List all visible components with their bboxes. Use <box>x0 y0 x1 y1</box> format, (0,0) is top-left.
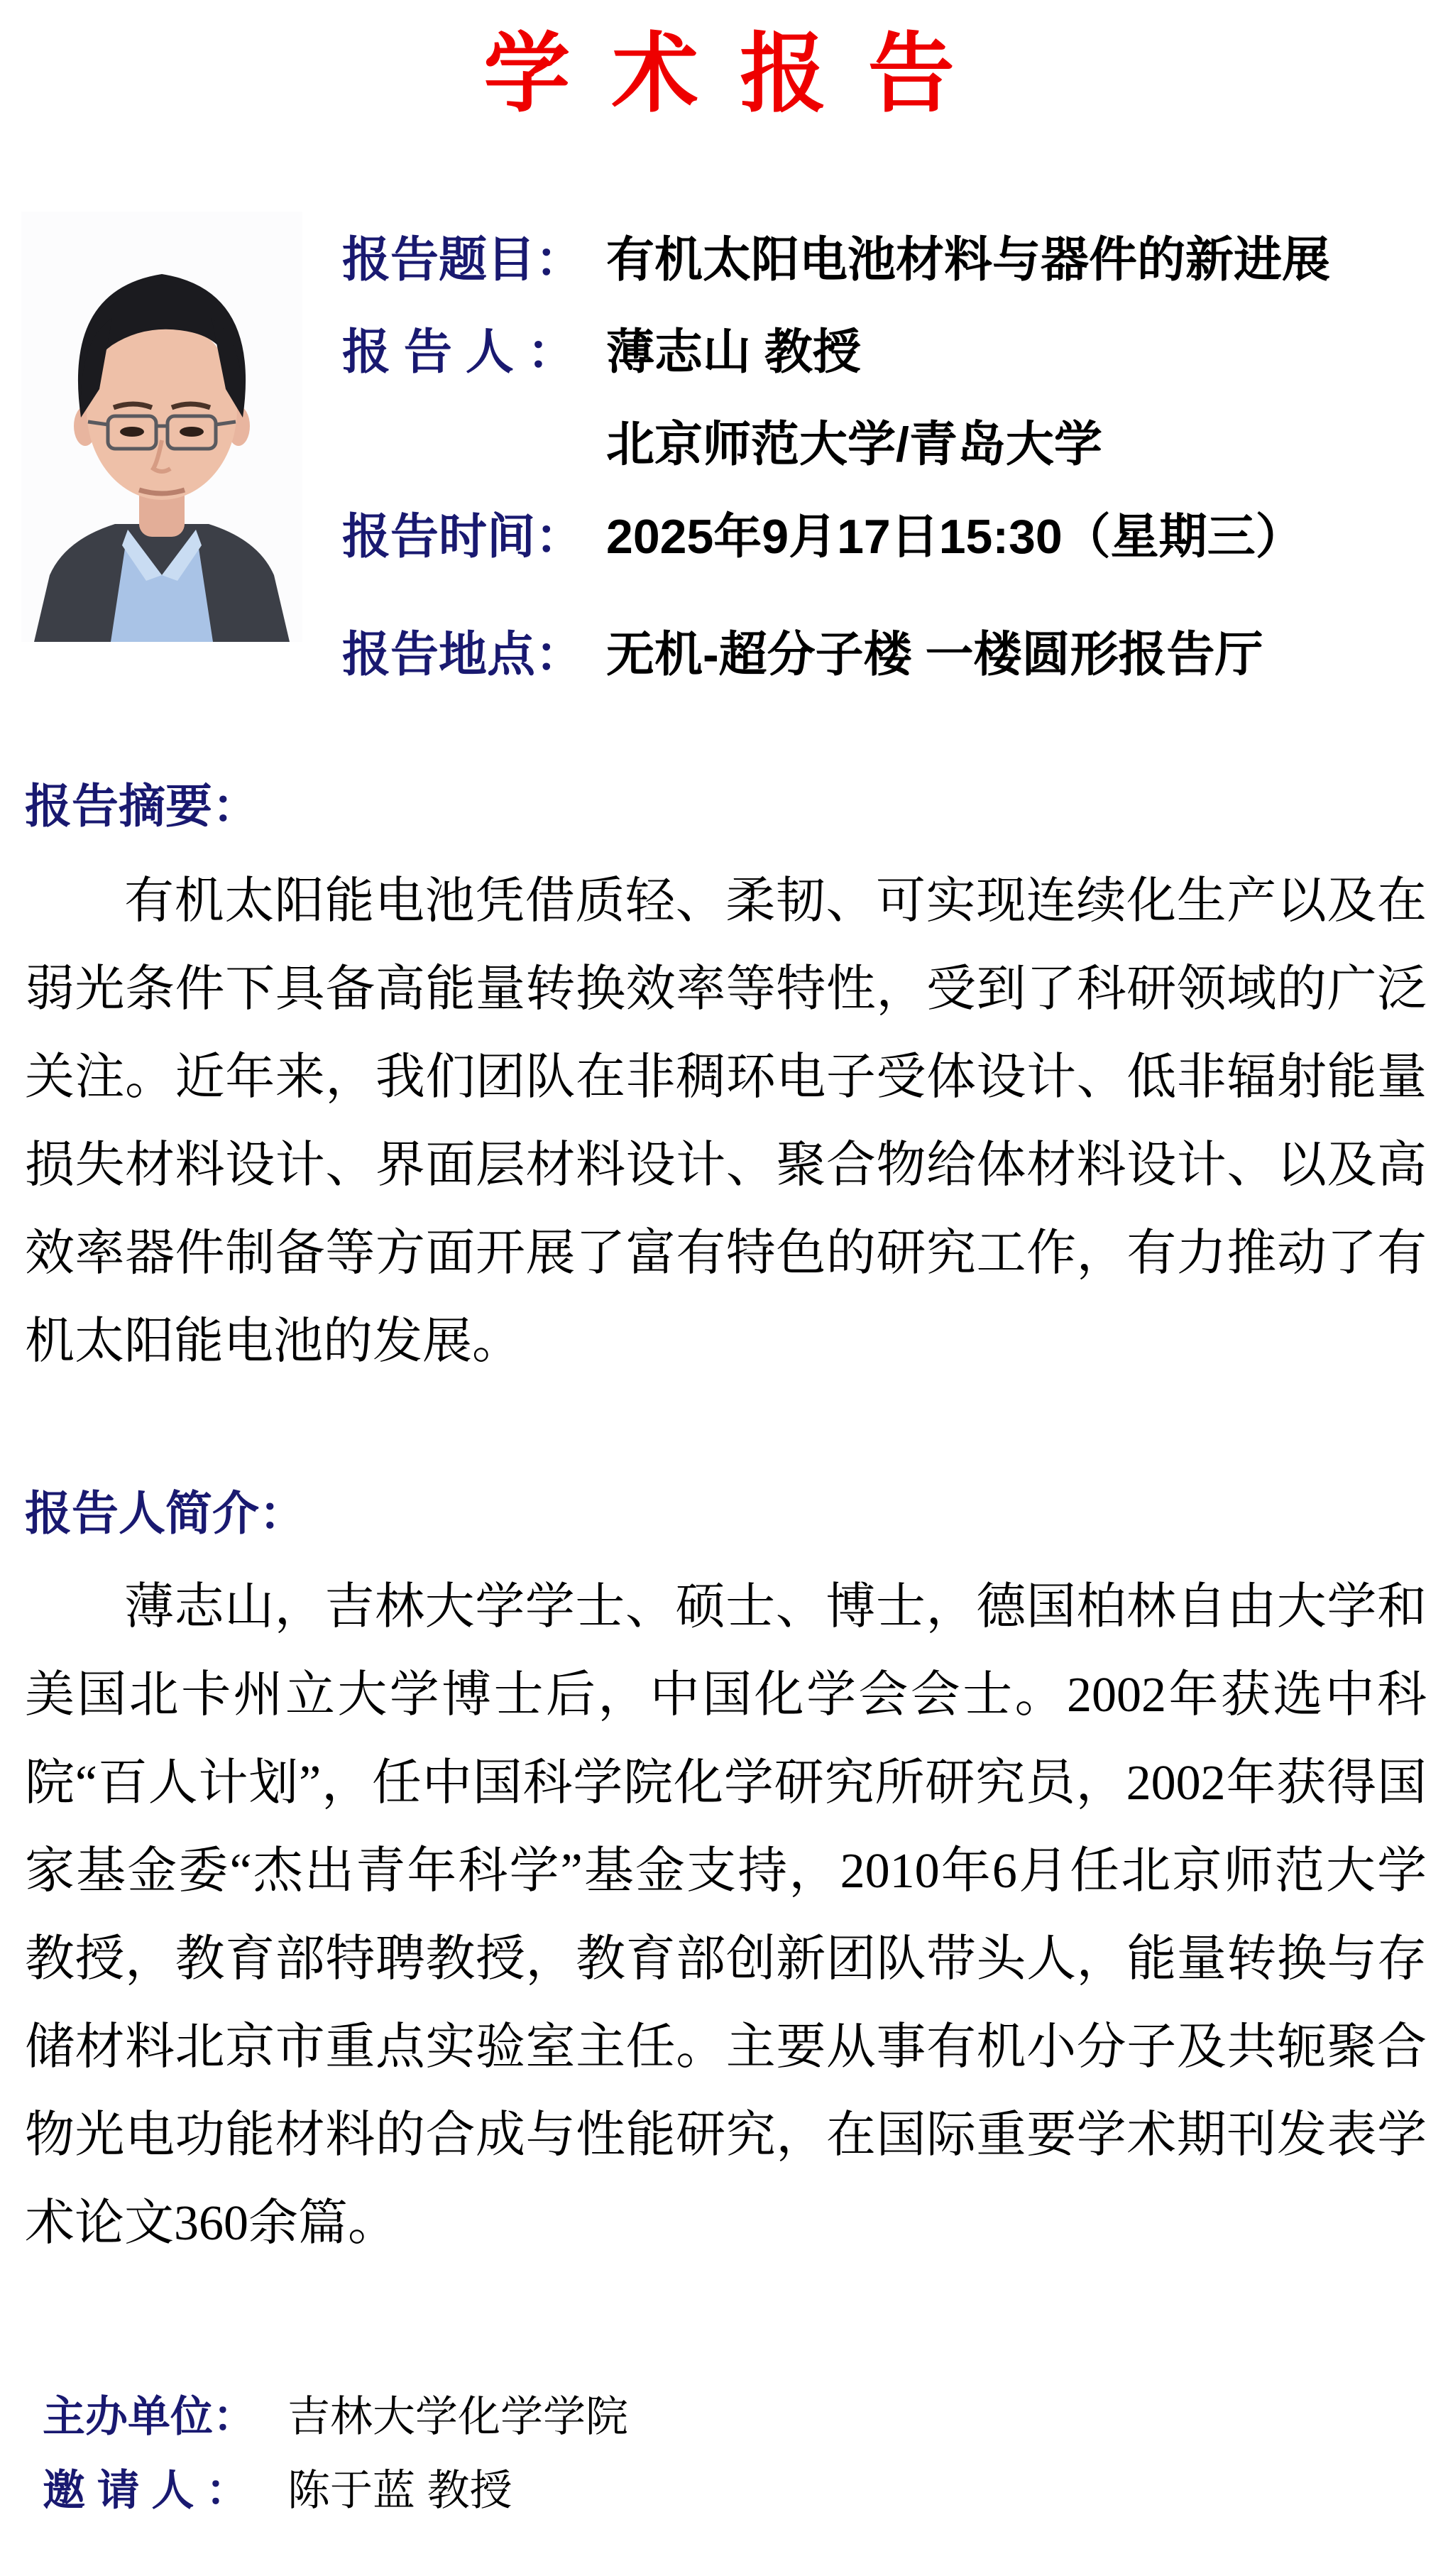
location-value: 无机-超分子楼 一楼圆形报告厅 <box>606 628 1263 682</box>
footer <box>43 2383 1391 2531</box>
talk-info <box>342 222 1435 709</box>
time-label: 报告时间： <box>342 510 584 564</box>
info-row-topic <box>342 222 1435 314</box>
bio-paragraph: 薄志山，吉林大学学士、硕士、博士，德国柏林自由大学和美国北卡州立大学博士后，中国化学会会士。2002年获选中科院“百人计划”，任中国科学院化学研究所研究员，2002年获得国家基金委“杰出青年科学”基金支持，2010年6月任北京师范大学教授，教育部特聘教授，教育部创新团队带头人，能量转换与存储材料北京市重点实验室主任。主要从事有机小分子及共轭聚合物光电功能材料的合成与性能研究，在国际重要学术期刊发表学术论文360余篇。 <box>25 1580 1427 2251</box>
info-row-location <box>342 616 1435 709</box>
affiliation-value: 北京师范大学/青岛大学 <box>606 417 1102 471</box>
location-label: 报告地点： <box>342 628 584 682</box>
info-row-time <box>342 498 1435 591</box>
topic-label: 报告题目： <box>342 233 584 287</box>
bio-heading: 报告人简介： <box>25 1488 306 1540</box>
page-title: 学 术 报 告 <box>483 27 965 123</box>
speaker-photo <box>21 212 302 642</box>
info-row-affiliation <box>342 406 1435 498</box>
speaker-value: 薄志山 教授 <box>606 325 861 379</box>
time-value: 2025年9月17日15:30（星期三） <box>606 510 1304 564</box>
abstract-paragraph: 有机太阳能电池凭借质轻、柔韧、可实现连续化生产以及在弱光条件下具备高能量转换效率等特性，受到了科研领域的广泛关注。近年来，我们团队在非稠环电子受体设计、低非辐射能量损失材料设计、界面层材料设计、聚合物给体材料设计、以及高效率器件制备等方面开展了富有特色的研究工作，有力推动了有机太阳能电池的发展。 <box>25 874 1427 1369</box>
organizer-label: 主办单位： <box>43 2393 256 2440</box>
info-row-speaker <box>342 314 1435 406</box>
topic-value: 有机太阳电池材料与器件的新进展 <box>606 233 1331 287</box>
abstract-heading: 报告摘要： <box>25 781 259 833</box>
inviter-label: 邀 请 人 ： <box>43 2467 249 2514</box>
footer-row-inviter <box>43 2457 1391 2521</box>
organizer-value: 吉林大学化学学院 <box>287 2393 628 2440</box>
footer-row-organizer <box>43 2383 1391 2447</box>
speaker-label: 报 告 人 ： <box>342 325 576 379</box>
inviter-value: 陈于蓝 教授 <box>287 2467 512 2514</box>
